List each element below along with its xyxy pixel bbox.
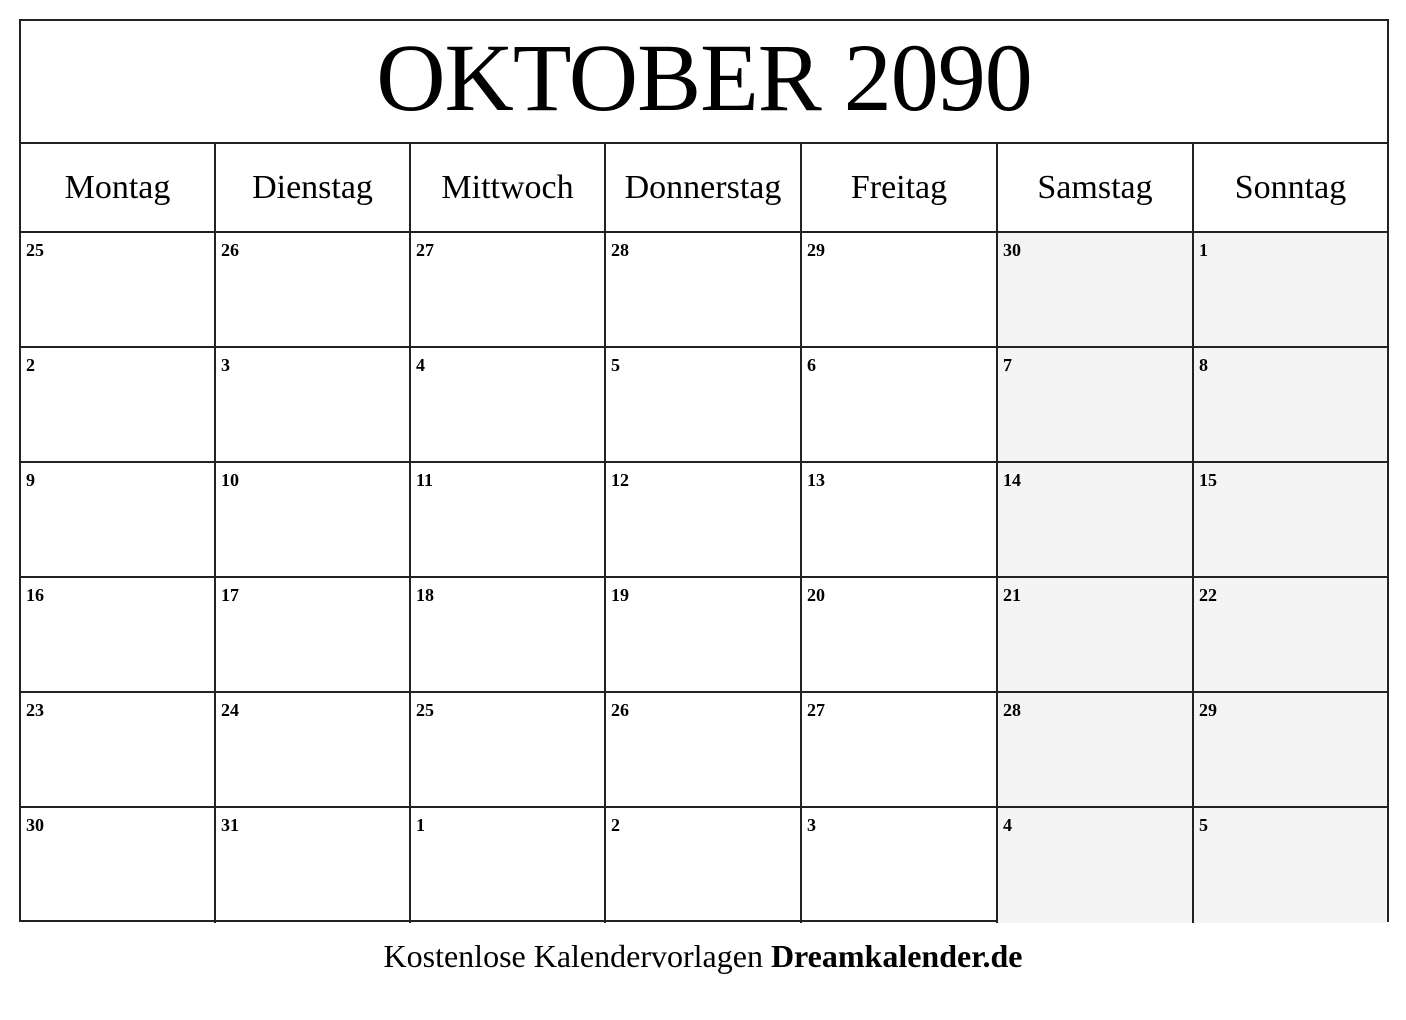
day-cell — [606, 463, 802, 578]
day-cell — [998, 348, 1194, 463]
day-cell — [216, 348, 411, 463]
day-number: 4 — [1003, 815, 1012, 835]
day-number: 15 — [1199, 470, 1217, 490]
day-number: 29 — [1199, 700, 1217, 720]
month-year-label: OKTOBER 2090 — [376, 23, 1032, 131]
day-cell — [216, 693, 411, 808]
day-cell — [411, 233, 606, 348]
day-number: 28 — [611, 240, 629, 260]
day-number: 18 — [416, 585, 434, 605]
day-cell — [411, 578, 606, 693]
day-cell — [606, 233, 802, 348]
day-number: 26 — [221, 240, 239, 260]
day-cell — [216, 233, 411, 348]
weekday-5 — [998, 144, 1194, 231]
day-cell — [998, 578, 1194, 693]
day-cell — [802, 693, 998, 808]
day-cell — [802, 578, 998, 693]
day-number: 5 — [611, 355, 620, 375]
day-cell — [606, 808, 802, 923]
day-number: 3 — [807, 815, 816, 835]
day-number: 1 — [1199, 240, 1208, 260]
calendar — [19, 19, 1389, 922]
day-cell — [1194, 578, 1387, 693]
day-number: 12 — [611, 470, 629, 490]
weekday-label: Sonntag — [1234, 168, 1347, 206]
day-number: 4 — [416, 355, 425, 375]
weekday-label: Freitag — [850, 168, 948, 206]
day-number: 10 — [221, 470, 239, 490]
day-number: 25 — [26, 240, 44, 260]
day-cell — [216, 808, 411, 923]
day-number: 28 — [1003, 700, 1021, 720]
day-cell — [1194, 463, 1387, 578]
calendar-grid — [21, 144, 1387, 920]
footer — [0, 937, 1406, 975]
day-cell — [21, 463, 216, 578]
day-number: 8 — [1199, 355, 1208, 375]
day-number: 13 — [807, 470, 825, 490]
week-row — [21, 348, 1387, 463]
weekday-6 — [1194, 144, 1387, 231]
weekday-4 — [802, 144, 998, 231]
day-number: 2 — [26, 355, 35, 375]
weekday-2 — [411, 144, 606, 231]
day-number: 29 — [807, 240, 825, 260]
day-number: 3 — [221, 355, 230, 375]
day-number: 19 — [611, 585, 629, 605]
weekday-label: Samstag — [1037, 168, 1153, 206]
day-cell — [802, 463, 998, 578]
weekday-label: Mittwoch — [441, 168, 574, 206]
day-number: 5 — [1199, 815, 1208, 835]
day-number: 30 — [26, 815, 44, 835]
day-number: 9 — [26, 470, 35, 490]
day-number: 27 — [416, 240, 434, 260]
day-cell — [21, 348, 216, 463]
day-cell — [216, 578, 411, 693]
day-number: 30 — [1003, 240, 1021, 260]
day-cell — [606, 578, 802, 693]
weekday-header-row — [21, 144, 1387, 233]
calendar-title — [21, 21, 1387, 144]
day-cell — [998, 463, 1194, 578]
day-number: 17 — [221, 585, 239, 605]
day-cell — [1194, 348, 1387, 463]
week-row — [21, 578, 1387, 693]
day-number: 2 — [611, 815, 620, 835]
week-row — [21, 693, 1387, 808]
day-cell — [1194, 693, 1387, 808]
day-cell — [802, 348, 998, 463]
day-number: 16 — [26, 585, 44, 605]
day-number: 27 — [807, 700, 825, 720]
day-cell — [998, 808, 1194, 923]
day-number: 26 — [611, 700, 629, 720]
weekday-1 — [216, 144, 411, 231]
day-cell — [216, 463, 411, 578]
day-cell — [21, 808, 216, 923]
day-number: 25 — [416, 700, 434, 720]
day-cell — [606, 348, 802, 463]
day-cell — [411, 348, 606, 463]
day-cell — [411, 808, 606, 923]
weekday-label: Donnerstag — [624, 168, 782, 206]
day-number: 1 — [416, 815, 425, 835]
footer-text: Kostenlose Kalendervorlagen — [383, 938, 763, 974]
weekday-0 — [21, 144, 216, 231]
day-number: 11 — [416, 470, 434, 490]
day-number: 6 — [807, 355, 816, 375]
weekday-3 — [606, 144, 802, 231]
day-cell — [21, 578, 216, 693]
day-number: 24 — [221, 700, 239, 720]
weekday-label: Montag — [64, 168, 171, 206]
day-number: 7 — [1003, 355, 1012, 375]
day-cell — [998, 233, 1194, 348]
day-cell — [411, 693, 606, 808]
day-cell — [21, 233, 216, 348]
day-cell — [411, 463, 606, 578]
week-row — [21, 463, 1387, 578]
day-cell — [21, 693, 216, 808]
day-cell — [802, 233, 998, 348]
day-cell — [1194, 808, 1387, 923]
day-number: 14 — [1003, 470, 1021, 490]
day-number: 20 — [807, 585, 825, 605]
day-number: 21 — [1003, 585, 1021, 605]
weekday-label: Dienstag — [252, 168, 373, 206]
day-cell — [802, 808, 998, 923]
day-number: 31 — [221, 815, 239, 835]
footer-brand: Dreamkalender.de — [770, 938, 1023, 974]
day-number: 23 — [26, 700, 44, 720]
day-cell — [1194, 233, 1387, 348]
week-row — [21, 808, 1387, 923]
day-number: 22 — [1199, 585, 1217, 605]
day-cell — [998, 693, 1194, 808]
week-row — [21, 233, 1387, 348]
day-cell — [606, 693, 802, 808]
